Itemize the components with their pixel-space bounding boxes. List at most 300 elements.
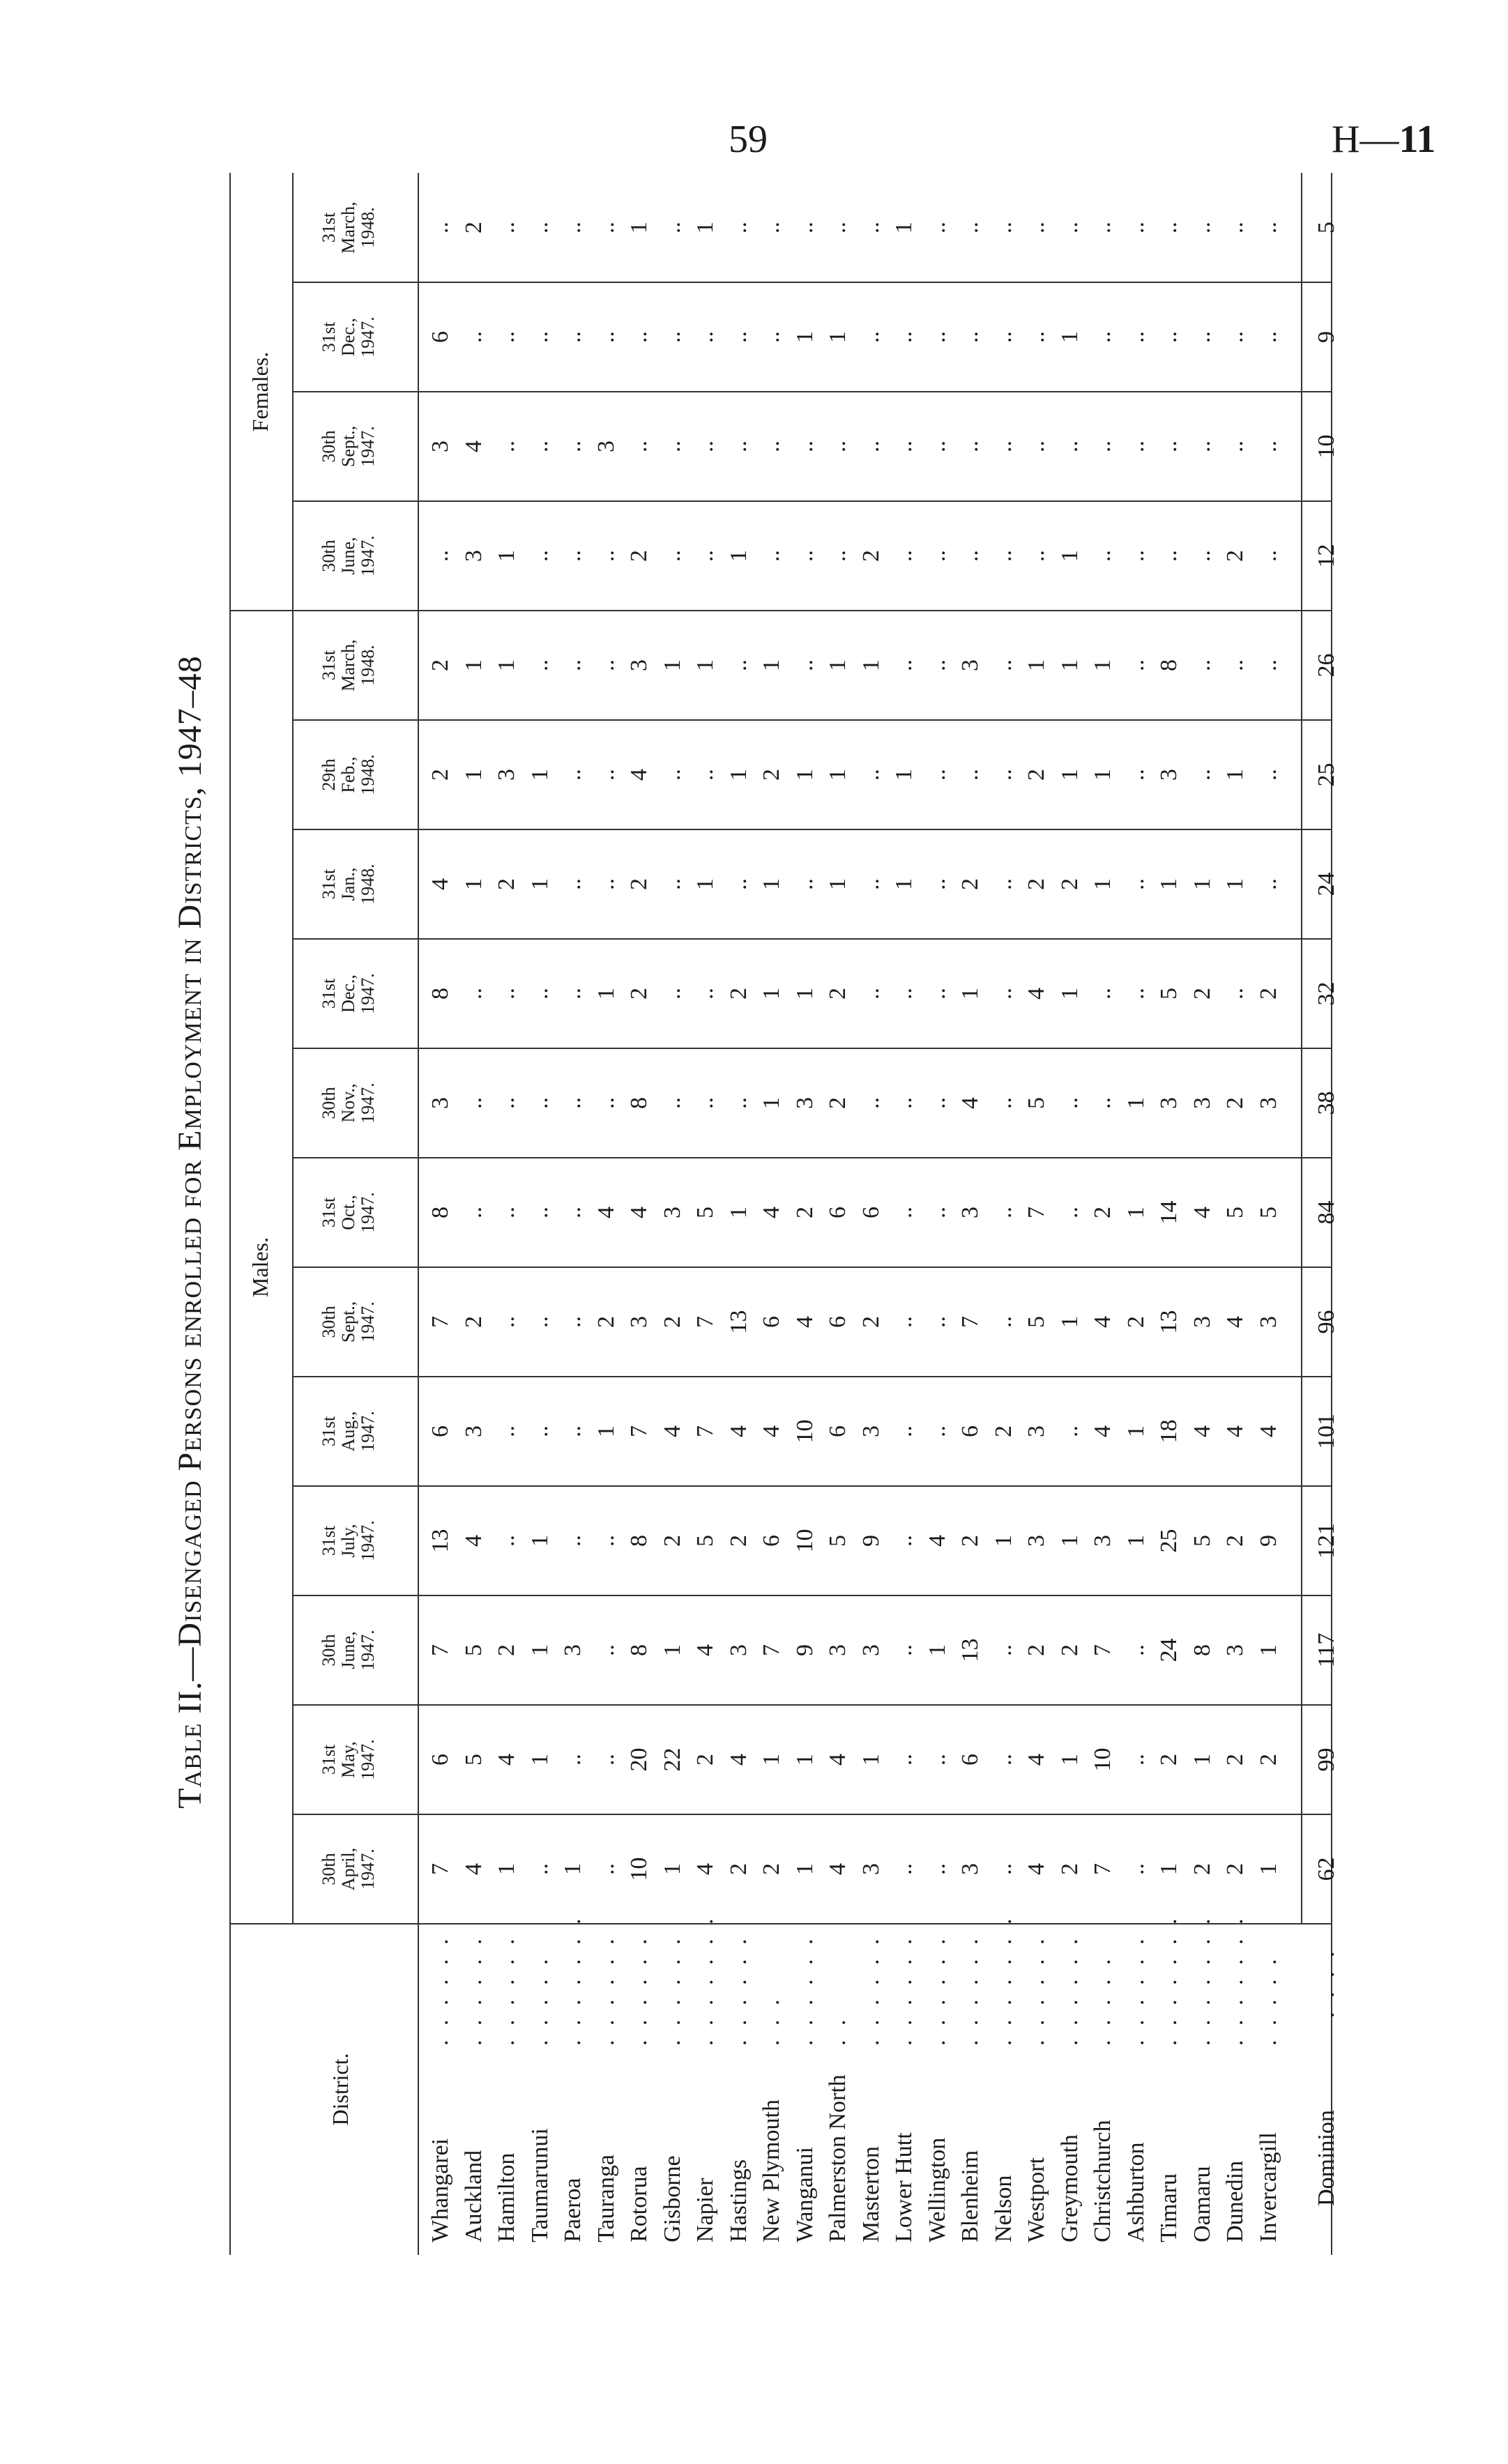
table-cell: .. [1090, 331, 1115, 343]
table-cell: 5 [1156, 988, 1182, 1000]
leader-dots: . . . . . . [725, 1934, 752, 2046]
table-cell: 3 [858, 1644, 884, 1656]
total-cell: 25 [1313, 763, 1339, 787]
table-cell: .. [560, 550, 586, 562]
table-cell: .. [1023, 441, 1049, 452]
table-cell: 2 [759, 1863, 784, 1875]
table-cell: .. [494, 331, 519, 343]
column-header-line: 29th [319, 758, 339, 791]
table-cell: 3 [791, 1097, 818, 1109]
table-cell: 5 [1189, 1535, 1215, 1547]
leader-dots: . . . . . . [659, 1934, 685, 2046]
district-name: Lower Hutt [891, 2132, 917, 2242]
column-header-line: 30th [319, 540, 339, 572]
table-cell: 6 [427, 1754, 453, 1766]
district-name: Wanganui [791, 2147, 818, 2242]
table-cell: .. [825, 550, 851, 562]
table-cell: .. [494, 222, 519, 234]
column-header [319, 392, 378, 501]
table-cell: 4 [957, 1097, 983, 1109]
table-cell: 4 [1023, 1863, 1049, 1875]
column-header-line: 31st [319, 978, 339, 1009]
total-cell: 62 [1313, 1857, 1339, 1881]
total-cell: 24 [1313, 872, 1339, 896]
leader-dots: . . . . . [526, 1954, 553, 2046]
table-cell: .. [725, 222, 752, 234]
table-cell: .. [990, 769, 1016, 781]
district-name: Dunedin [1222, 2160, 1248, 2242]
table-cell: .. [1156, 222, 1182, 234]
table-cell: .. [692, 331, 718, 343]
column-header-line: 1948. [358, 207, 378, 248]
table-cell: .. [659, 1097, 685, 1109]
table-cell: 2 [1222, 1097, 1248, 1109]
total-cell: 12 [1313, 544, 1339, 568]
table-cell: .. [560, 878, 586, 890]
table-cell: 1 [659, 1863, 685, 1875]
table-cell: .. [1122, 222, 1149, 234]
table-cell: 1 [1255, 1644, 1281, 1656]
table-cell: 1 [560, 1863, 586, 1875]
table-cell: 10 [1090, 1747, 1115, 1772]
table-cell: .. [891, 988, 917, 1000]
leader-dots: . . . . . . [924, 1934, 950, 2046]
table-cell: 5 [692, 1207, 718, 1218]
table-cell: 1 [1122, 1535, 1149, 1547]
column-header-line: 1947. [358, 1739, 378, 1780]
table-cell: .. [494, 1535, 519, 1547]
column-header-line: 1947. [358, 973, 378, 1014]
table-cell: .. [593, 878, 619, 890]
column-header-line: Sept., [338, 425, 358, 468]
table-cell: .. [924, 769, 950, 781]
table-cell: 2 [825, 988, 851, 1000]
table-cell: 1 [825, 659, 851, 671]
table-cell: .. [759, 550, 784, 562]
table-cell: 24 [1156, 1638, 1182, 1662]
table-cell: .. [924, 1207, 950, 1218]
leader-dots: . . . . . . . [1156, 1914, 1182, 2046]
district-name: Hastings [725, 2159, 752, 2242]
table-cell: .. [1189, 659, 1215, 671]
table-cell: 1 [593, 1425, 619, 1437]
table-cell: 4 [1023, 988, 1049, 1000]
column-header-line: Dec., [338, 974, 358, 1013]
table-cell: 4 [825, 1754, 851, 1766]
table-cell: .. [1122, 1754, 1149, 1766]
table-cell: 7 [626, 1425, 652, 1437]
table-cell: 7 [692, 1316, 718, 1328]
column-header [319, 173, 378, 282]
table-cell: 14 [1156, 1200, 1182, 1225]
table-cell: 1 [1222, 769, 1248, 781]
table-cell: 5 [1222, 1207, 1248, 1218]
leader-dots: . . . . . . [858, 1934, 884, 2046]
table-cell: .. [1090, 222, 1115, 234]
table-cell: 1 [825, 769, 851, 781]
table-cell: .. [1255, 878, 1281, 890]
table-cell: .. [891, 1644, 917, 1656]
table-cell: 1 [1056, 331, 1083, 343]
district-name: Blenheim [957, 2150, 983, 2242]
table-cell: 25 [1156, 1529, 1182, 1553]
table-cell: 4 [924, 1535, 950, 1547]
leader-dots: . . . . . . [460, 1934, 487, 2046]
table-cell: 2 [593, 1316, 619, 1328]
table-cell: .. [526, 331, 553, 343]
table-cell: 2 [1222, 1863, 1248, 1875]
table-cell: .. [494, 441, 519, 452]
table-cell: 2 [494, 878, 519, 890]
table-cell: 2 [759, 769, 784, 781]
table-cell: .. [526, 550, 553, 562]
table-cell: .. [1090, 988, 1115, 1000]
leader-dots: . . . . . . [1023, 1934, 1049, 2046]
table-cell: .. [1122, 331, 1149, 343]
table-cell: 2 [1255, 1754, 1281, 1766]
table-cell: 3 [858, 1425, 884, 1437]
table-cell: 4 [1090, 1316, 1115, 1328]
table-cell: .. [1156, 550, 1182, 562]
table-cell: 5 [460, 1754, 487, 1766]
leader-dots: . . [825, 2015, 851, 2046]
table-cell: 8 [626, 1097, 652, 1109]
table-cell: .. [560, 1097, 586, 1109]
column-header [319, 1814, 378, 1924]
table-cell: .. [460, 331, 487, 343]
district-name: Tauranga [593, 2155, 619, 2242]
column-header-line: 1948. [358, 754, 378, 795]
table-cell: .. [560, 222, 586, 234]
table-cell: .. [1122, 1644, 1149, 1656]
district-name: Timaru [1156, 2173, 1182, 2242]
leader-dots: . . . . . . . [1222, 1914, 1248, 2046]
table-cell: 13 [725, 1310, 752, 1334]
table-cell: 1 [1056, 550, 1083, 562]
column-header [319, 501, 378, 611]
table-cell: .. [526, 1316, 553, 1328]
table-cell: 8 [427, 988, 453, 1000]
table-cell: 1 [759, 878, 784, 890]
leader-dots: . . . . . . [957, 1934, 983, 2046]
table-cell: 4 [626, 769, 652, 781]
table-cell: .. [593, 1754, 619, 1766]
table-cell: .. [560, 659, 586, 671]
table-cell: 7 [427, 1644, 453, 1656]
table-cell: .. [891, 1535, 917, 1547]
total-cell: 121 [1313, 1523, 1339, 1559]
leader-dots: . . . . . . [427, 1934, 453, 2046]
table-cell: 2 [1255, 988, 1281, 1000]
table-cell: 5 [1255, 1207, 1281, 1218]
table-cell: .. [990, 222, 1016, 234]
table-cell: 1 [1156, 1863, 1182, 1875]
table-cell: 1 [791, 1754, 818, 1766]
table-cell: .. [1255, 331, 1281, 343]
table-cell: .. [957, 222, 983, 234]
column-header [319, 1596, 378, 1705]
table-cell: .. [990, 1754, 1016, 1766]
total-cell: 26 [1313, 653, 1339, 678]
table-cell: 4 [659, 1425, 685, 1437]
table-cell: 10 [791, 1529, 818, 1553]
table-cell: .. [990, 1207, 1016, 1218]
table-cell: .. [1255, 659, 1281, 671]
table-cell: 3 [957, 1207, 983, 1218]
table-cell: 5 [460, 1644, 487, 1656]
table-cell: .. [494, 1207, 519, 1218]
table-cell: 8 [626, 1644, 652, 1656]
column-header-line: 1947. [358, 426, 378, 467]
table-cell: 1 [460, 878, 487, 890]
table-cell: 2 [957, 878, 983, 890]
table-cell: 3 [858, 1863, 884, 1875]
table-cell: 1 [460, 659, 487, 671]
district-name: Taumarunui [526, 2128, 553, 2242]
table-cell: 4 [692, 1644, 718, 1656]
table-cell: .. [593, 659, 619, 671]
table-cell: 1 [759, 988, 784, 1000]
table-cell: 2 [858, 550, 884, 562]
table-cell: 5 [1023, 1316, 1049, 1328]
table-cell: .. [924, 878, 950, 890]
table-cell: 2 [659, 1535, 685, 1547]
total-label: Dominion [1313, 2110, 1339, 2206]
district-name: Christchurch [1090, 2120, 1115, 2242]
column-header-line: 31st [319, 1197, 339, 1228]
table-cell: .. [1189, 331, 1215, 343]
table-cell: 1 [759, 1754, 784, 1766]
table-cell: 1 [1189, 878, 1215, 890]
column-header-line: 1947. [358, 1082, 378, 1124]
leader-dots: . . . . . . [494, 1934, 519, 2046]
table-cell: 22 [659, 1747, 685, 1772]
table-cell: 1 [692, 659, 718, 671]
table-cell: .. [659, 988, 685, 1000]
table-cell: 2 [1122, 1316, 1149, 1328]
table-cell: 1 [791, 331, 818, 343]
table-cell: 1 [825, 331, 851, 343]
district-header: District. [328, 2053, 353, 2126]
district-name: Rotorua [626, 2166, 652, 2242]
table-cell: 1 [526, 1535, 553, 1547]
table-cell: 2 [1222, 1535, 1248, 1547]
table-cell: 6 [427, 331, 453, 343]
table-cell: .. [427, 222, 453, 234]
table-cell: .. [924, 1425, 950, 1437]
table-cell: .. [494, 1316, 519, 1328]
table-cell: .. [1189, 769, 1215, 781]
table-cell: 2 [791, 1207, 818, 1218]
table-cell: 1 [725, 769, 752, 781]
table-cell: .. [891, 1863, 917, 1875]
table-cell: 3 [1189, 1097, 1215, 1109]
column-header [319, 1267, 378, 1377]
table-cell: 4 [759, 1425, 784, 1437]
leader-dots: . . . . . . [791, 1934, 818, 2046]
table-cell: 6 [825, 1425, 851, 1437]
table-cell: 9 [1255, 1535, 1281, 1547]
table-cell: 2 [626, 550, 652, 562]
table-cell: 3 [957, 1863, 983, 1875]
table-cell: .. [593, 1535, 619, 1547]
table-cell: .. [526, 1425, 553, 1437]
table-cell: 2 [1222, 1754, 1248, 1766]
table-cell: .. [560, 1535, 586, 1547]
table-cell: .. [659, 878, 685, 890]
table-cell: 4 [1090, 1425, 1115, 1437]
column-header [319, 282, 378, 392]
table-cell: 2 [825, 1097, 851, 1109]
table-cell: 3 [460, 1425, 487, 1437]
table-cell: 1 [1255, 1863, 1281, 1875]
district-name: New Plymouth [759, 2099, 784, 2242]
table-cell: .. [891, 1316, 917, 1328]
table-cell: 13 [957, 1638, 983, 1662]
column-header-line: 1948. [358, 864, 378, 905]
leader-dots: . . . . . . [593, 1934, 619, 2046]
table-cell: .. [990, 1644, 1016, 1656]
table-cell: 4 [759, 1207, 784, 1218]
table-cell: 1 [526, 1754, 553, 1766]
table-cell: .. [1122, 550, 1149, 562]
table-cell: 2 [460, 1316, 487, 1328]
table-cell: 2 [1056, 1863, 1083, 1875]
table-cell: 2 [725, 1863, 752, 1875]
table-cell: 4 [494, 1754, 519, 1766]
table-cell: 4 [460, 1535, 487, 1547]
table-cell: 7 [427, 1316, 453, 1328]
column-header-line: April, [338, 1847, 358, 1891]
table-cell: 18 [1156, 1419, 1182, 1444]
column-header [319, 1486, 378, 1596]
table-cell: 4 [1222, 1316, 1248, 1328]
table-cell: 1 [1222, 878, 1248, 890]
table-cell: .. [1222, 441, 1248, 452]
district-name: Palmerston North [825, 2074, 851, 2242]
table-cell: 3 [725, 1644, 752, 1656]
table-cell: .. [891, 550, 917, 562]
table-cell: .. [924, 1863, 950, 1875]
table-cell: .. [858, 1097, 884, 1109]
table-cell: .. [725, 1097, 752, 1109]
table-cell: 4 [626, 1207, 652, 1218]
table-cell: .. [659, 331, 685, 343]
table-cell: .. [1023, 331, 1049, 343]
table-cell: 7 [427, 1863, 453, 1875]
females-group-header: Females. [247, 351, 273, 432]
table-cell: .. [957, 550, 983, 562]
table-cell: .. [560, 1754, 586, 1766]
table-cell: .. [990, 659, 1016, 671]
total-cell: 38 [1313, 1091, 1339, 1115]
table-cell: 2 [692, 1754, 718, 1766]
table-cell: 1 [791, 988, 818, 1000]
table-title-prefix: Table II.— [172, 1646, 208, 1809]
table-cell: .. [593, 1863, 619, 1875]
table-cell: 1 [526, 1644, 553, 1656]
table-cell: 2 [725, 1535, 752, 1547]
table-cell: .. [759, 441, 784, 452]
table-cell: .. [560, 441, 586, 452]
column-header-line: 30th [319, 1087, 339, 1119]
table-cell: 3 [1023, 1425, 1049, 1437]
total-cell: 101 [1313, 1414, 1339, 1449]
district-name: Oamaru [1189, 2166, 1215, 2242]
table-cell: .. [858, 988, 884, 1000]
table-cell: 6 [825, 1316, 851, 1328]
table-cell: .. [1189, 550, 1215, 562]
table-cell: 2 [1222, 550, 1248, 562]
table-cell: .. [1222, 659, 1248, 671]
table-cell: .. [891, 1425, 917, 1437]
table-cell: 3 [460, 550, 487, 562]
column-header-line: March, [338, 201, 358, 254]
table-cell: 2 [1056, 878, 1083, 890]
table-cell: 1 [858, 1754, 884, 1766]
table-cell: .. [858, 222, 884, 234]
leader-dots: . . . . [1313, 1947, 1339, 2018]
column-header [319, 1377, 378, 1486]
column-header-line: 31st [319, 1416, 339, 1447]
table-cell: .. [1255, 550, 1281, 562]
table-cell: .. [891, 1097, 917, 1109]
table-cell: 1 [791, 1863, 818, 1875]
district-name: Whangarei [427, 2138, 453, 2242]
table-cell: 1 [1122, 1425, 1149, 1437]
leader-dots: . . . [759, 1995, 784, 2046]
table-cell: .. [1122, 988, 1149, 1000]
table-cell: 2 [1090, 1207, 1115, 1218]
table-cell: 1 [1056, 659, 1083, 671]
table-cell: 1 [1189, 1754, 1215, 1766]
leader-dots: . . . . . [1255, 1954, 1281, 2046]
table-cell: .. [1090, 441, 1115, 452]
district-name: Masterton [858, 2146, 884, 2242]
column-header-line: March, [338, 639, 358, 691]
table-cell: 1 [526, 878, 553, 890]
table-cell: .. [791, 441, 818, 452]
table-cell: 1 [924, 1644, 950, 1656]
table-cell: .. [526, 1863, 553, 1875]
table-cell: .. [1122, 878, 1149, 890]
table-cell: .. [626, 331, 652, 343]
table-cell: .. [858, 878, 884, 890]
table-cell: .. [924, 988, 950, 1000]
table-cell: .. [692, 988, 718, 1000]
table-cell: 1 [1122, 1097, 1149, 1109]
table-cell: .. [791, 878, 818, 890]
table-cell: 13 [1156, 1310, 1182, 1334]
table-cell: 4 [460, 1863, 487, 1875]
table-cell: .. [593, 331, 619, 343]
table-cell: 2 [427, 769, 453, 781]
table-cell: .. [593, 769, 619, 781]
table-cell: .. [659, 769, 685, 781]
table-cell: .. [1156, 331, 1182, 343]
table-cell: .. [825, 441, 851, 452]
column-header-line: 30th [319, 1853, 339, 1885]
table-cell: 3 [427, 1097, 453, 1109]
table-cell: .. [1255, 769, 1281, 781]
table-cell: 10 [791, 1419, 818, 1444]
table-cell: .. [990, 331, 1016, 343]
leader-dots: . . . . . . [1122, 1934, 1149, 2046]
column-header-line: 1947. [358, 1520, 378, 1561]
table-cell: .. [924, 222, 950, 234]
table-cell: 4 [725, 1425, 752, 1437]
table-cell: 6 [825, 1207, 851, 1218]
